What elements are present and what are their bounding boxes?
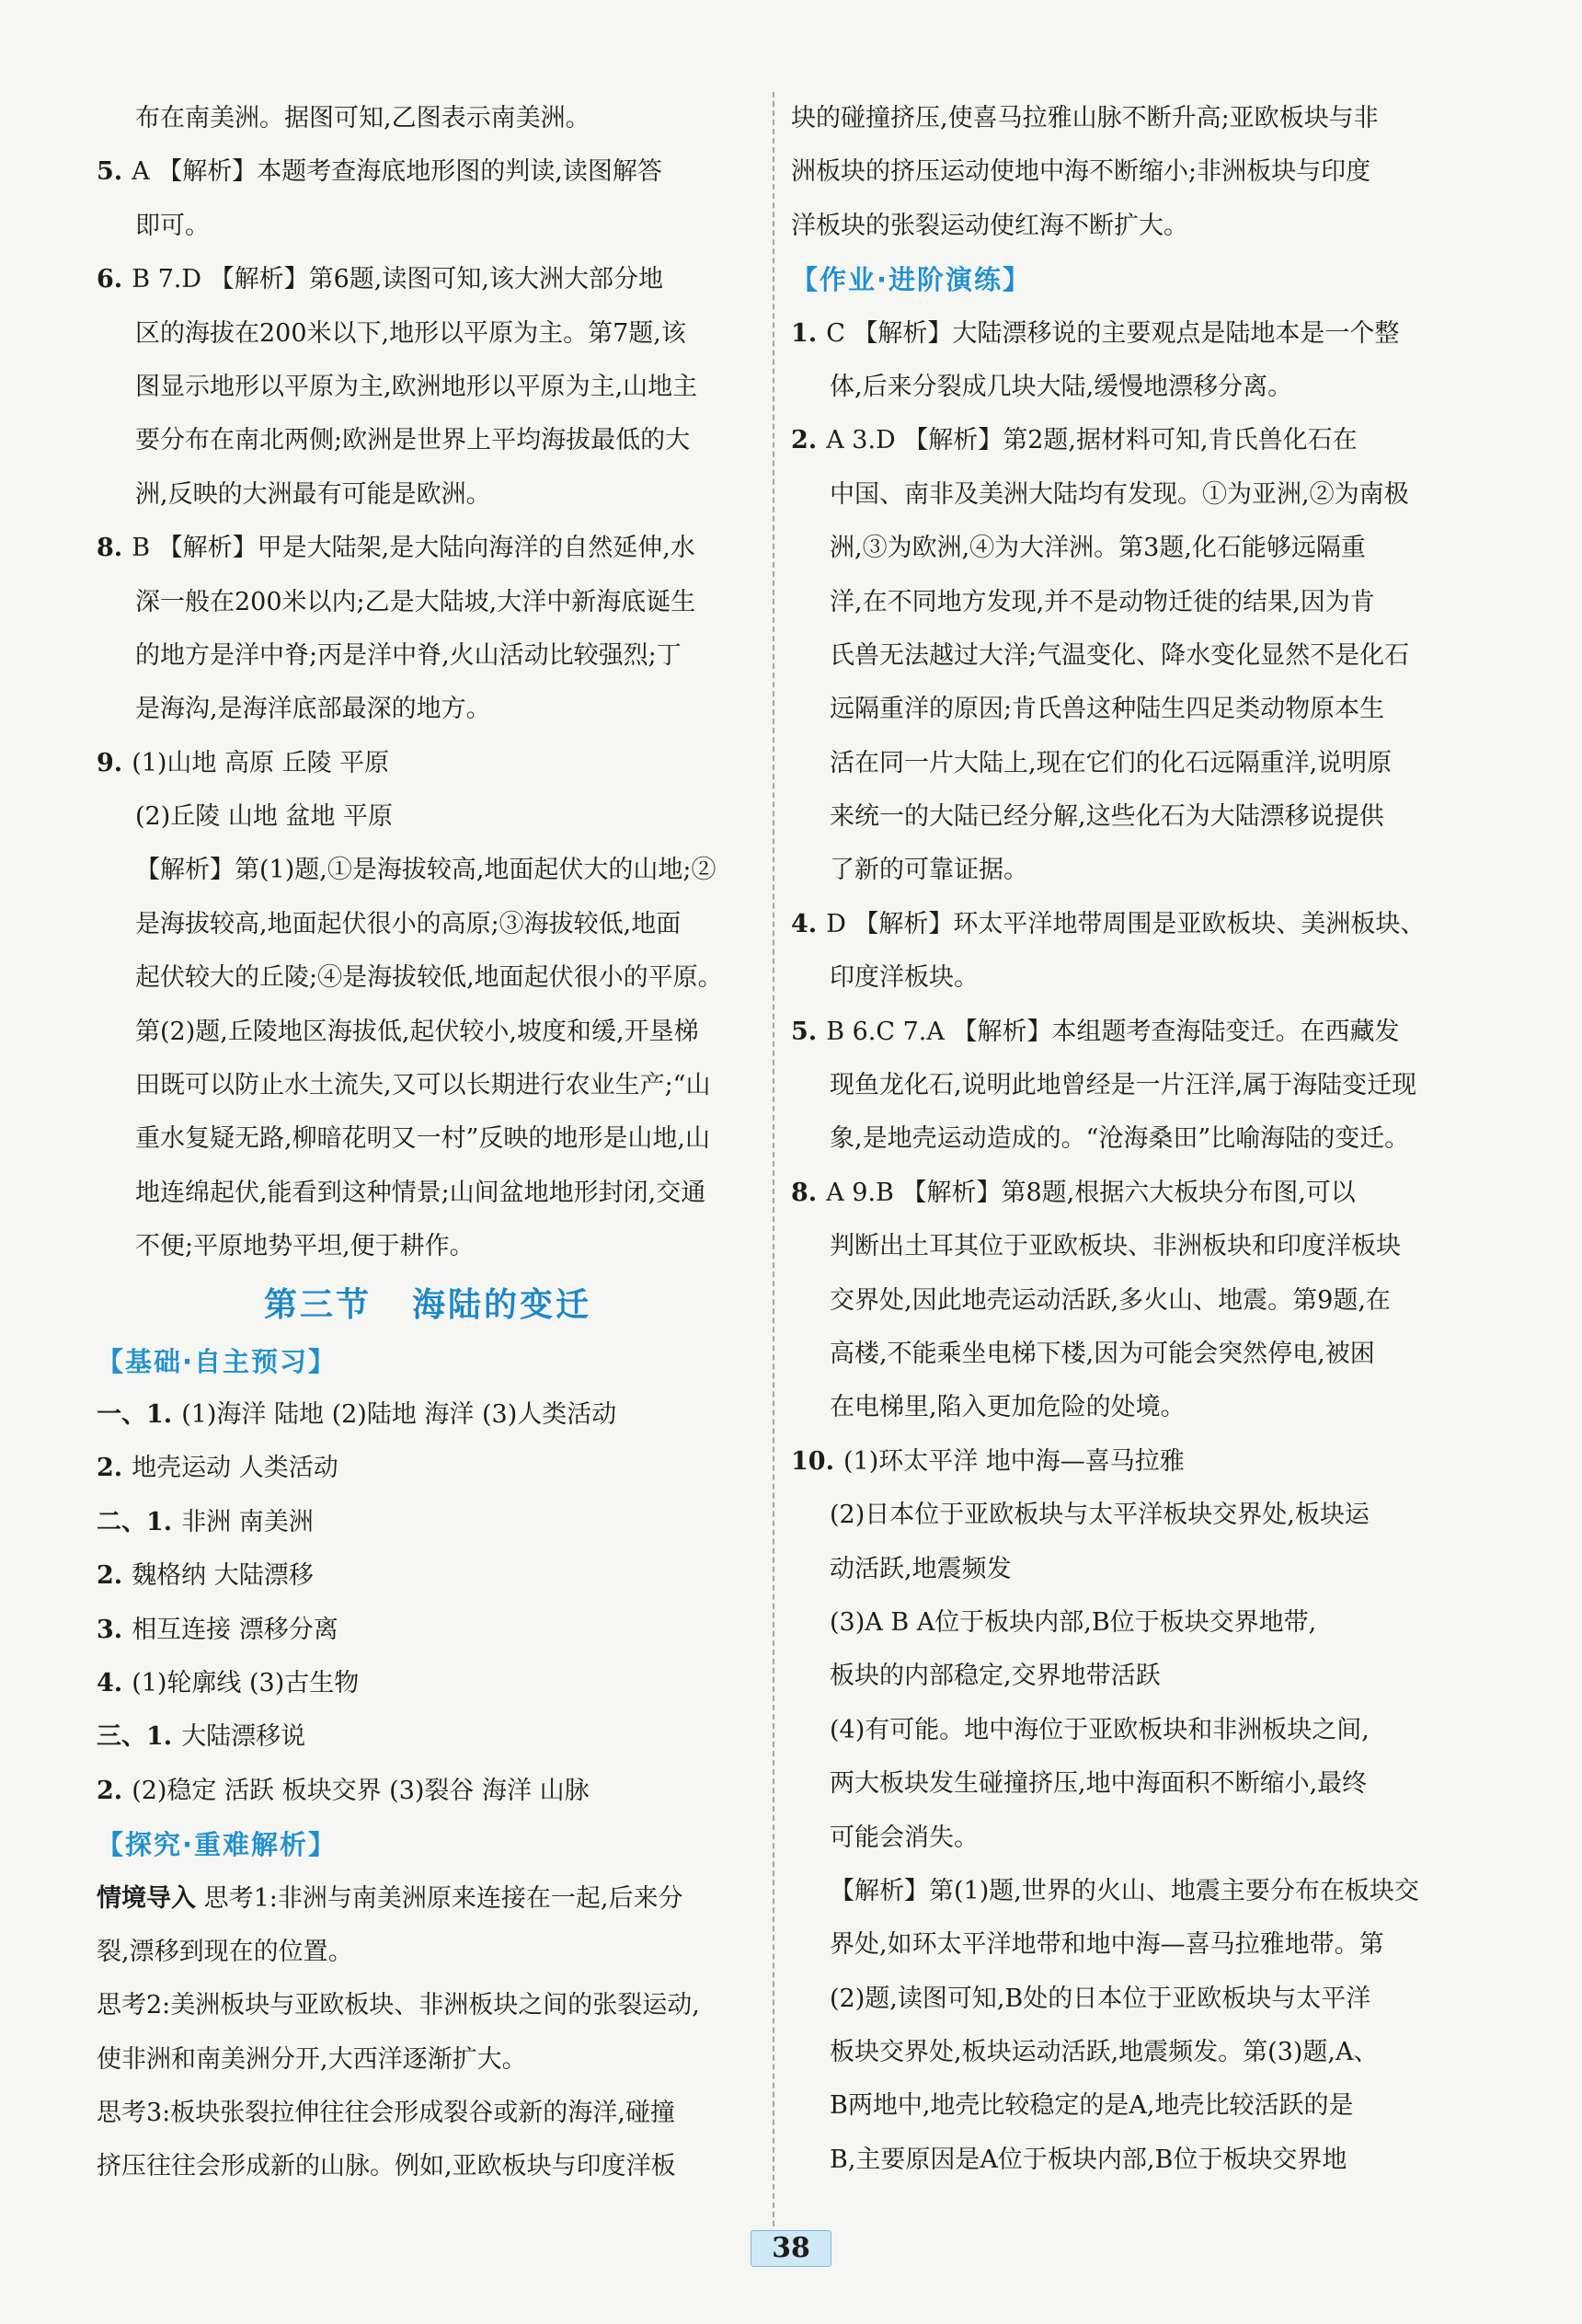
- text-line: [791, 1812, 1453, 1865]
- banner-homework: 【作业·进阶演练】: [791, 264, 1032, 296]
- line-text: 非洲 南美洲: [181, 1507, 314, 1536]
- line-text: 块的碰撞挤压,使喜马拉雅山脉不断升高;亚欧板块与非: [791, 104, 1379, 132]
- text-line: [791, 522, 1453, 575]
- line-text: B两地中,地壳比较稳定的是A,地壳比较活跃的是: [830, 2091, 1354, 2121]
- text-line: [791, 1650, 1453, 1703]
- text-line: [97, 1006, 759, 1059]
- text-line: [97, 2140, 759, 2193]
- line-text: 布在南美洲。据图可知,乙图表示南美洲。: [135, 104, 590, 132]
- line-text: 思考3:板块张裂拉伸往往会形成裂谷或新的海洋,碰撞: [97, 2099, 675, 2128]
- text-line: [97, 1112, 759, 1166]
- text-line: [97, 1765, 759, 1818]
- line-text: A 3.D 【解析】第2题,据材料可知,肯氏兽化石在: [826, 426, 1358, 455]
- line-text: 判断出土耳其位于亚欧板块、非洲板块和印度洋板块: [830, 1232, 1401, 1261]
- text-line: [97, 145, 759, 199]
- item-number: 3.: [97, 1615, 123, 1644]
- item-number: 6.: [97, 265, 123, 294]
- text-line: [97, 576, 759, 629]
- item-number: 10.: [791, 1446, 834, 1476]
- left-block-b: [97, 1388, 759, 1818]
- line-text: (1)山地 高原 丘陵 平原: [132, 748, 390, 777]
- line-text: 田既可以防止水土流失,又可以长期进行农业生产;“山: [135, 1071, 711, 1100]
- item-number: 9.: [97, 748, 123, 777]
- item-number: 二、1.: [97, 1507, 173, 1536]
- left-block-c: [97, 1872, 759, 2194]
- line-text: 象,是地壳运动造成的。“沧海桑田”比喻海陆的变迁。: [830, 1124, 1410, 1154]
- line-text: 洋,在不同地方发现,并不是动物迁徙的结果,因为肯: [830, 587, 1375, 616]
- text-line: [791, 1220, 1453, 1273]
- text-line: [97, 1496, 759, 1549]
- lead-label: 情境导入: [97, 1883, 196, 1913]
- text-line: [791, 1112, 1453, 1166]
- line-text: 挤压往往会形成新的山脉。例如,亚欧板块与印度洋板: [97, 2152, 676, 2181]
- text-line: [791, 2134, 1453, 2187]
- text-line: [97, 1549, 759, 1603]
- text-line: [791, 1489, 1453, 1542]
- text-line: [791, 683, 1453, 736]
- line-text: 思考2:美洲板块与亚欧板块、非洲板块之间的张裂运动,: [97, 1991, 700, 2020]
- text-line: [97, 2033, 759, 2087]
- text-line: [97, 1872, 759, 1926]
- right-block-a: [791, 92, 1453, 253]
- section-number: 第三节: [263, 1284, 372, 1324]
- text-line: [791, 1274, 1453, 1328]
- text-line: [97, 683, 759, 736]
- text-line: [97, 1710, 759, 1764]
- text-line: [97, 200, 759, 253]
- line-text: 的地方是洋中脊;丙是洋中脊,火山活动比较强烈;丁: [135, 640, 682, 670]
- text-line: [97, 522, 759, 575]
- line-text: 洲,反映的大洲最有可能是欧洲。: [135, 479, 491, 509]
- line-text: 洲板块的挤压运动使地中海不断缩小;非洲板块与印度: [791, 157, 1371, 187]
- line-text: 魏格纳 大陆漂移: [132, 1561, 314, 1591]
- text-line: [791, 898, 1453, 951]
- item-number: 8.: [791, 1178, 818, 1207]
- line-text: B 【解析】甲是大陆架,是大陆向海洋的自然延伸,水: [132, 534, 695, 563]
- line-text: 交界处,因此地壳运动活跃,多火山、地震。第9题,在: [830, 1285, 1391, 1315]
- line-text: 第(2)题,丘陵地区海拔低,起伏较小,坡度和缓,开垦梯: [135, 1017, 699, 1046]
- item-number: 1.: [791, 318, 818, 348]
- left-column: [97, 92, 759, 2194]
- text-line: [791, 951, 1453, 1005]
- text-line: [97, 1657, 759, 1710]
- item-number: 5.: [791, 1017, 818, 1046]
- text-line: [97, 1167, 759, 1220]
- line-text: B,主要原因是A位于板块内部,B位于板块交界地: [830, 2145, 1347, 2174]
- text-line: [97, 1059, 759, 1112]
- text-line: [791, 2079, 1453, 2133]
- line-text: D 【解析】环太平洋地带周围是亚欧板块、美洲板块、: [826, 909, 1426, 938]
- text-line: [97, 414, 759, 467]
- text-line: [791, 200, 1453, 253]
- line-text: 裂,漂移到现在的位置。: [97, 1937, 353, 1966]
- item-number: 4.: [97, 1668, 123, 1697]
- line-text: 动活跃,地震频发: [830, 1554, 1012, 1583]
- text-line: [791, 1059, 1453, 1112]
- section-name: 海陆的变迁: [412, 1284, 592, 1324]
- line-text: 是海沟,是海洋底部最深的地方。: [135, 695, 491, 724]
- text-line: [97, 1979, 759, 2032]
- line-text: 【解析】第(1)题,世界的火山、地震主要分布在板块交: [830, 1876, 1419, 1905]
- line-text: 印度洋板块。: [830, 963, 979, 993]
- line-text: 是海拔较高,地面起伏很小的高原;③海拔较低,地面: [135, 909, 682, 938]
- item-number: 一、1.: [97, 1399, 173, 1429]
- right-column: [791, 92, 1453, 2187]
- right-block-b: [791, 307, 1453, 2188]
- line-text: A 【解析】本题考查海底地形图的判读,读图解答: [132, 157, 662, 187]
- line-text: (2)日本位于亚欧板块与太平洋板块交界处,板块运: [830, 1501, 1370, 1530]
- text-line: [791, 790, 1453, 844]
- text-line: [791, 1435, 1453, 1489]
- line-text: 板块交界处,板块运动活跃,地震频发。第(3)题,A、: [830, 2038, 1379, 2067]
- text-line: [97, 951, 759, 1005]
- line-text: 高楼,不能乘坐电梯下楼,因为可能会突然停电,被困: [830, 1339, 1375, 1368]
- item-number: 4.: [791, 909, 818, 938]
- line-text: 远隔重洋的原因;肯氏兽这种陆生四足类动物原本生: [830, 695, 1385, 724]
- text-line: [791, 1167, 1453, 1220]
- text-line: [97, 898, 759, 951]
- text-line: [791, 1328, 1453, 1381]
- text-line: [791, 1704, 1453, 1757]
- text-line: [97, 1926, 759, 1979]
- line-text: 洋板块的张裂运动使红海不断扩大。: [791, 211, 1188, 240]
- line-text: 可能会消失。: [830, 1823, 979, 1852]
- line-text: 氏兽无法越过大洋;气温变化、降水变化显然不是化石: [830, 640, 1410, 670]
- line-text: C 【解析】大陆漂移说的主要观点是陆地本是一个整: [826, 318, 1400, 348]
- text-line: [97, 629, 759, 683]
- line-text: 现鱼龙化石,说明此地曾经是一片汪洋,属于海陆变迁现: [830, 1071, 1417, 1100]
- line-text: 使非洲和南美洲分开,大西洋逐渐扩大。: [97, 2044, 527, 2074]
- text-line: [791, 629, 1453, 683]
- line-text: 思考1:非洲与南美洲原来连接在一起,后来分: [196, 1883, 683, 1913]
- text-line: [97, 1604, 759, 1657]
- line-text: 中国、南非及美洲大陆均有发现。①为亚洲,②为南极: [830, 479, 1409, 509]
- line-text: 图显示地形以平原为主,欧洲地形以平原为主,山地主: [135, 372, 698, 401]
- text-line: [97, 790, 759, 844]
- banner-preview: 【基础·自主预习】: [97, 1345, 338, 1377]
- line-text: 深一般在200米以内;乙是大陆坡,大洋中新海底诞生: [135, 587, 696, 616]
- line-text: (1)环太平洋 地中海—喜马拉雅: [843, 1446, 1185, 1476]
- text-line: [97, 737, 759, 790]
- line-text: 起伏较大的丘陵;④是海拔较低,地面起伏很小的平原。: [135, 963, 723, 993]
- text-line: [791, 1006, 1453, 1059]
- line-text: (4)有可能。地中海位于亚欧板块和非洲板块之间,: [830, 1715, 1370, 1744]
- text-line: [97, 1388, 759, 1442]
- text-line: [97, 1442, 759, 1495]
- column-divider: [773, 92, 774, 2263]
- line-text: 在电梯里,陷入更加危险的处境。: [830, 1393, 1186, 1422]
- text-line: [791, 468, 1453, 522]
- text-line: [791, 361, 1453, 414]
- text-line: [791, 145, 1453, 199]
- banner-analysis: 【探究·重难解析】: [97, 1829, 338, 1861]
- text-line: [791, 307, 1453, 361]
- line-text: B 6.C 7.A 【解析】本组题考查海陆变迁。在西藏发: [826, 1017, 1400, 1046]
- section-title: [97, 1274, 759, 1335]
- line-text: 地连绵起伏,能看到这种情景;山间盆地地形封闭,交通: [135, 1178, 706, 1207]
- text-line: [97, 2087, 759, 2140]
- item-number: 2.: [791, 426, 818, 455]
- text-line: [791, 576, 1453, 629]
- line-text: 区的海拔在200米以下,地形以平原为主。第7题,该: [135, 318, 686, 348]
- text-line: [97, 253, 759, 306]
- text-line: [791, 2026, 1453, 2079]
- line-text: 来统一的大陆已经分解,这些化石为大陆漂移说提供: [830, 802, 1384, 832]
- left-block-a: [97, 92, 759, 1274]
- text-line: [791, 414, 1453, 467]
- text-line: [97, 844, 759, 897]
- item-number: 5.: [97, 157, 123, 187]
- line-text: 不便;平原地势平坦,便于耕作。: [135, 1232, 475, 1261]
- text-line: [791, 1596, 1453, 1650]
- line-text: 界处,如环太平洋地带和地中海—喜马拉雅地带。第: [830, 1930, 1384, 1960]
- line-text: A 9.B 【解析】第8题,根据六大板块分布图,可以: [826, 1178, 1356, 1207]
- line-text: (2)丘陵 山地 盆地 平原: [135, 802, 393, 832]
- item-number: 8.: [97, 534, 123, 563]
- item-number: 2.: [97, 1454, 123, 1483]
- text-line: [97, 1220, 759, 1273]
- line-text: 了新的可靠证据。: [830, 856, 1028, 885]
- line-text: 即可。: [135, 211, 210, 240]
- line-text: 重水复疑无路,柳暗花明又一村”反映的地形是山地,山: [135, 1124, 710, 1154]
- text-line: [97, 468, 759, 522]
- line-text: B 7.D 【解析】第6题,读图可知,该大洲大部分地: [132, 265, 663, 294]
- line-text: (2)题,读图可知,B处的日本位于亚欧板块与太平洋: [830, 1984, 1371, 2013]
- line-text: 洲,③为欧洲,④为大洋洲。第3题,化石能够远隔重: [830, 534, 1366, 563]
- text-line: [791, 844, 1453, 897]
- line-text: 两大板块发生碰撞挤压,地中海面积不断缩小,最终: [830, 1769, 1368, 1799]
- item-number: 2.: [97, 1561, 123, 1591]
- line-text: 相互连接 漂移分离: [132, 1615, 338, 1644]
- text-line: [791, 1381, 1453, 1434]
- text-line: [97, 92, 759, 145]
- text-line: [791, 1757, 1453, 1811]
- line-text: 活在同一片大陆上,现在它们的化石远隔重洋,说明原: [830, 748, 1393, 777]
- text-line: [97, 361, 759, 414]
- text-line: [791, 1865, 1453, 1918]
- line-text: 要分布在南北两侧;欧洲是世界上平均海拔最低的大: [135, 426, 691, 455]
- line-text: (1)海洋 陆地 (2)陆地 海洋 (3)人类活动: [181, 1399, 617, 1429]
- line-text: (2)稳定 活跃 板块交界 (3)裂谷 海洋 山脉: [132, 1776, 590, 1805]
- line-text: 地壳运动 人类活动: [132, 1454, 338, 1483]
- text-line: [791, 737, 1453, 790]
- line-text: 板块的内部稳定,交界地带活跃: [830, 1662, 1161, 1691]
- line-text: 体,后来分裂成几块大陆,缓慢地漂移分离。: [830, 372, 1293, 401]
- line-text: (1)轮廓线 (3)古生物: [132, 1668, 360, 1697]
- text-line: [791, 1543, 1453, 1596]
- line-text: (3)A B A位于板块内部,B位于板块交界地带,: [830, 1607, 1317, 1637]
- line-text: 大陆漂移说: [181, 1722, 306, 1752]
- line-text: 【解析】第(1)题,①是海拔较高,地面起伏大的山地;②: [135, 856, 716, 885]
- text-line: [791, 92, 1453, 145]
- text-line: [791, 1973, 1453, 2026]
- text-line: [97, 307, 759, 361]
- text-line: [791, 1918, 1453, 1972]
- item-number: 2.: [97, 1776, 123, 1805]
- page-number: 38: [751, 2230, 831, 2267]
- item-number: 三、1.: [97, 1722, 173, 1752]
